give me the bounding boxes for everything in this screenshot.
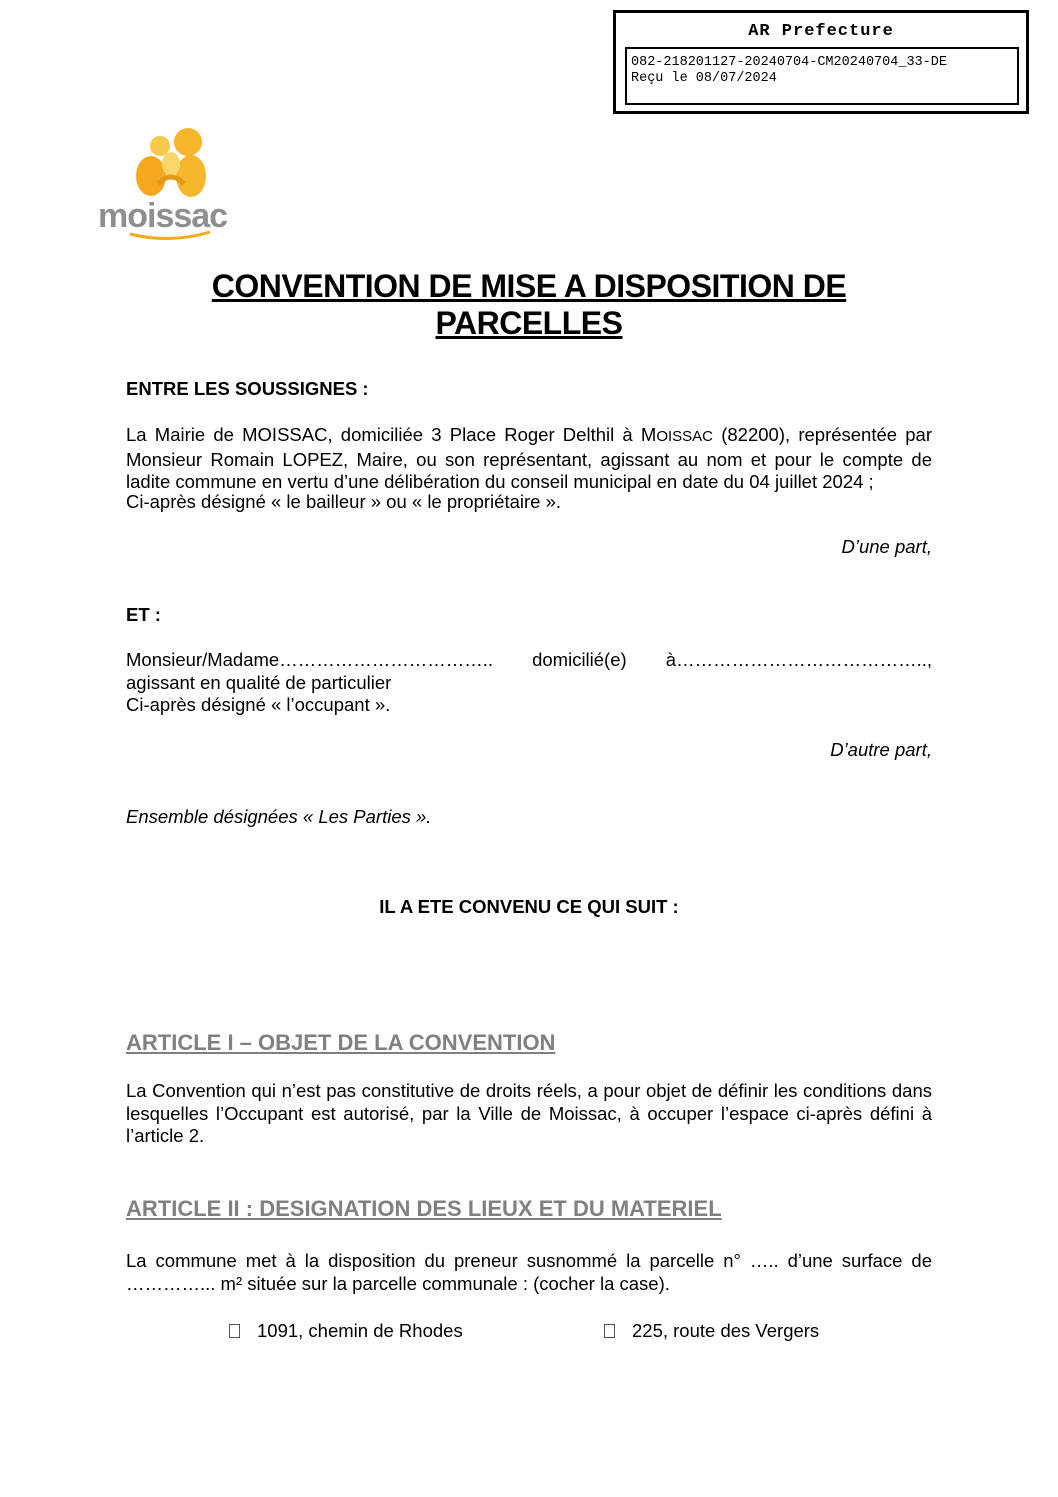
article-1-title: ARTICLE I – OBJET DE LA CONVENTION [126, 1030, 556, 1055]
bailleur-text-smallcaps: OISSAC [656, 428, 714, 445]
stamp-received-date: Reçu le 08/07/2024 [631, 71, 777, 86]
article-1-text: La Convention qui n’est pas constitutive de droits réels, a pour objet de définir les conditions dans lesquelles l’Occupant est autorisé, par la Ville de Moissac, à occuper l’espace ci-après défini à l’article 2. [126, 1080, 932, 1147]
option-rhodes-label: 1091, chemin de Rhodes [257, 1320, 463, 1341]
article-2-text: La commune met à la disposition du preneur susnommé la parcelle n° ….. d’une surface de …………... m² située sur la parcelle communale : (cocher la case). [126, 1250, 932, 1294]
stamp-reference: 082-218201127-20240704-CM20240704_33-DE [631, 55, 947, 70]
une-part: D’une part, [841, 536, 932, 557]
occupant-address-field: à………………………………….., [665, 649, 932, 670]
document-title [126, 268, 932, 342]
bailleur-designation: Ci-après désigné « le bailleur » ou « le propriétaire ». [126, 491, 562, 512]
parties-heading: ENTRE LES SOUSSIGNES : [126, 378, 369, 399]
occupant-name-field: Monsieur/Madame…………………………….. [126, 649, 493, 670]
checkbox-icon[interactable] [229, 1324, 240, 1338]
title-line-1: CONVENTION DE MISE A DISPOSITION DE [211, 268, 847, 304]
option-vergers[interactable] [604, 1320, 819, 1342]
et-heading: ET : [126, 604, 161, 625]
occupant-line [126, 649, 932, 672]
checkbox-icon[interactable] [604, 1324, 615, 1338]
convenu-heading: IL A ETE CONVENU CE QUI SUIT : [379, 896, 679, 917]
title-line-2: PARCELLES [435, 305, 623, 341]
option-rhodes[interactable] [229, 1320, 463, 1342]
ensemble-parties: Ensemble désignées « Les Parties ». [126, 806, 432, 827]
bailleur-paragraph [126, 424, 932, 494]
logo-text: moissac [98, 197, 228, 235]
autre-part: D’autre part, [830, 739, 932, 760]
occupant-designation: Ci-après désigné « l’occupant ». [126, 694, 391, 715]
moissac-logo [96, 124, 246, 244]
stamp-title: AR Prefecture [748, 22, 894, 41]
bailleur-text-a: La Mairie de MOISSAC, domiciliée 3 Place Roger Delthil à M [126, 424, 657, 445]
occupant-domicile-label: domicilié(e) [532, 649, 627, 670]
ar-prefecture-stamp [613, 10, 1029, 114]
stamp-reference-box [625, 47, 1019, 105]
occupant-quality: agissant en qualité de particulier [126, 672, 392, 693]
option-vergers-label: 225, route des Vergers [632, 1320, 820, 1341]
bailleur-text-b: (82200), représentée par Monsieur Romain LOPEZ, Maire, ou son représentant, agissant au nom et pour le compte de ladite commune en vertu d’une délibération du conseil municipal en date du 04 juillet 2024 ; [126, 424, 932, 493]
article-2-title: ARTICLE II : DESIGNATION DES LIEUX ET DU MATERIEL [126, 1196, 722, 1221]
